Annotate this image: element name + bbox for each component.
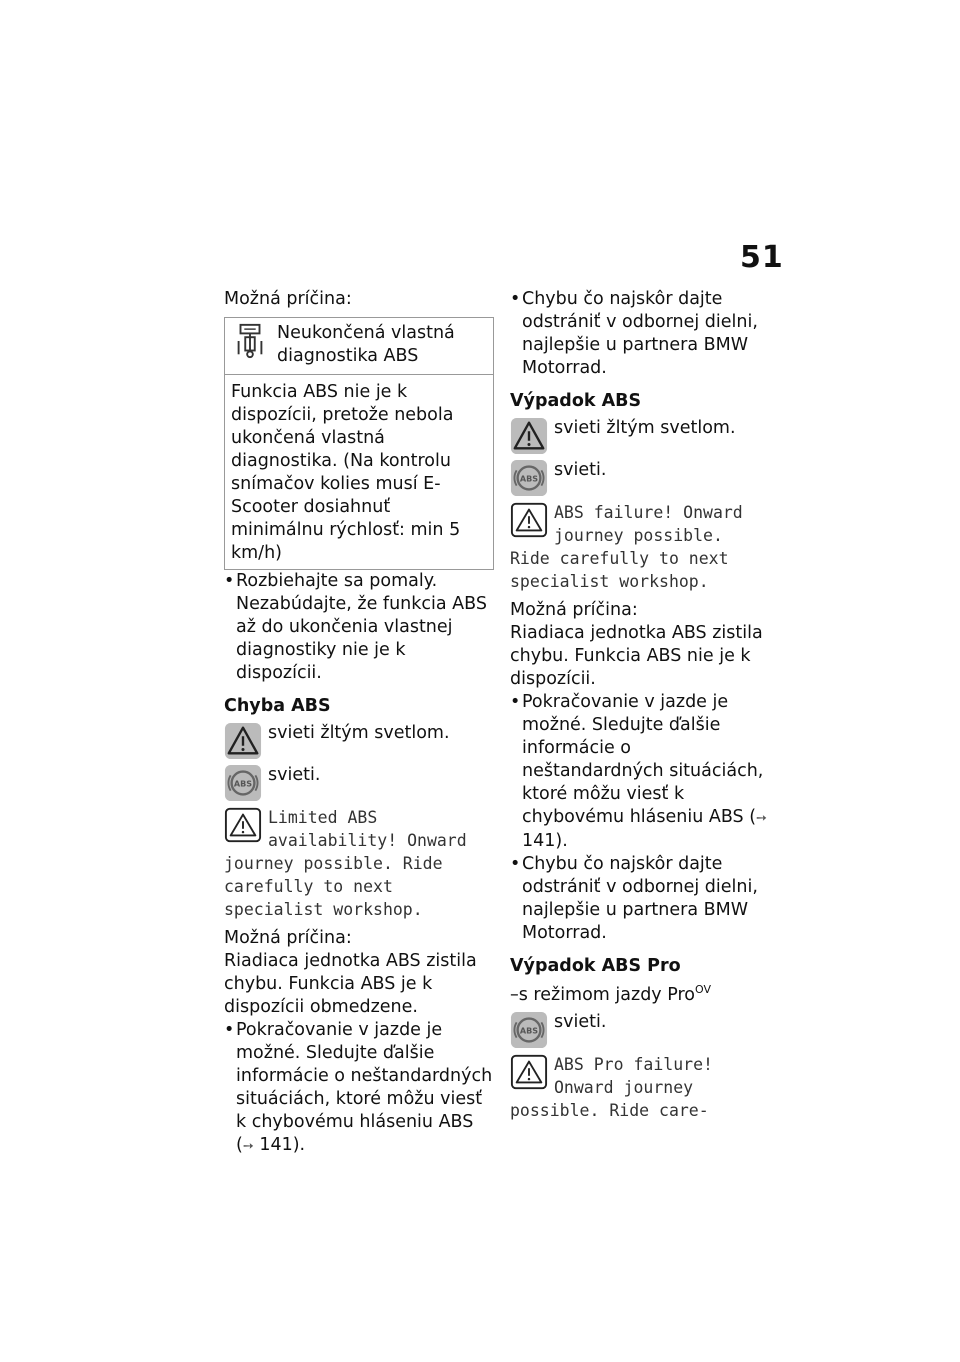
page-number: 51 [740, 240, 784, 275]
display-warning-icon [510, 501, 548, 539]
svg-text:ABS: ABS [519, 474, 539, 484]
display-message: ABS Pro failure! Onward journey possible. Ride care- [510, 1054, 713, 1120]
abs-circle-icon [510, 459, 548, 497]
list-item: • Pokračovanie v jazde je možné. Sledujte ďalšie informácie o neštandardných situáciách, ktoré môžu viesť k chybovému hláseniu ABS (➙ 141). [510, 691, 772, 853]
left-column [224, 288, 494, 1158]
abs-circle-icon [510, 1011, 548, 1049]
display-message: ABS failure! Onward journey possible. Ride carefully to next specialist workshop. [510, 503, 743, 591]
list-item: • Chybu čo najskôr dajte odstrániť v odbornej dielni, najlepšie u partnera BMW Motorrad. [510, 853, 772, 945]
display-message: Limited ABS availability! Onward journey possible. Ride carefully to next specialist workshop. [224, 808, 467, 919]
mode-subline: –s režimom jazdy Pro$^{OV}$ [510, 983, 711, 1005]
abs-row: ABS svieti. [224, 764, 494, 802]
page-reference-arrow-icon: ➙ [242, 1139, 254, 1154]
self-diagnosis-box [224, 317, 494, 570]
abs-row: ABS svieti. [510, 459, 772, 497]
section-heading: Výpadok ABS [510, 391, 642, 411]
svg-text:ABS: ABS [519, 1026, 539, 1036]
cause-text: Riadiaca jednotka ABS zistila chybu. Funkcia ABS je k dispozícii obmedzene. [224, 951, 477, 1017]
warning-triangle-icon [224, 722, 262, 760]
box-title: Neukončená vlastná diagnostika ABS [277, 323, 455, 366]
section-heading: Chyba ABS [224, 696, 331, 716]
cause-label: Možná príčina: [224, 289, 352, 309]
list-item: • Pokračovanie v jazde je možné. Sledujte ďalšie informácie o neštandardných situáciách, ktoré môžu viesť k chybovému hláseniu ABS (➙ 141). [224, 1019, 494, 1158]
display-warning-icon [224, 806, 262, 844]
abs-row: ABS svieti. [510, 1011, 772, 1049]
display-warning-icon [510, 1053, 548, 1091]
option-superscript: OV [694, 983, 711, 996]
warning-row: svieti žltým svetlom. [510, 417, 772, 455]
abs-circle-icon [224, 764, 262, 802]
list-item: • Rozbiehajte sa pomaly. Nezabúdajte, že funkcia ABS až do ukončenia vlastnej diagnostiky nie je k dispozícii. [224, 570, 494, 685]
list-item: • Chybu čo najskôr dajte odstrániť v odbornej dielni, najlepšie u partnera BMW Motorrad. [510, 288, 772, 380]
right-column [510, 288, 772, 1122]
diagnostic-tool-icon [231, 322, 271, 362]
cause-text: Riadiaca jednotka ABS zistila chybu. Funkcia ABS nie je k dispozícii. [510, 623, 763, 689]
box-text: Funkcia ABS nie je k dispozícii, pretože nebola ukončená vlastná diagnostika. (Na kontrolu snímačov kolies musí E-Scooter dosiahnuť minimálnu rýchlosť: min 5 km/h) [231, 382, 461, 563]
cause-label: Možná príčina: [224, 928, 352, 948]
cause-label: Možná príčina: [510, 600, 638, 620]
section-heading: Výpadok ABS Pro [510, 956, 681, 976]
page-reference-arrow-icon: ➙ [756, 811, 767, 826]
warning-row: svieti žltým svetlom. [224, 722, 494, 760]
warning-triangle-icon [510, 417, 548, 455]
svg-text:ABS: ABS [233, 779, 253, 789]
